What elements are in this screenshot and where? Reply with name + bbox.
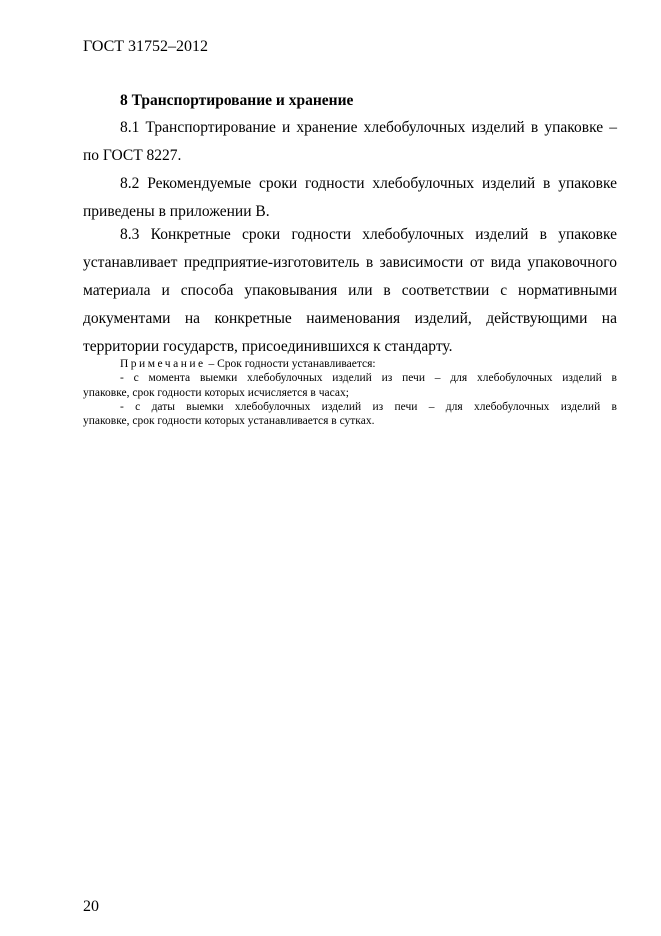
text-line: устанавливает предприятие-изготовитель в зависимости от вида упаковочного bbox=[83, 254, 617, 271]
section-title: 8 Транспортирование и хранение bbox=[120, 92, 354, 109]
note-line: упаковке, срок годности которых устанавливается в сутках. bbox=[83, 415, 375, 428]
note-line: - с момента выемки хлебобулочных изделий из печи – для хлебобулочных изделий в bbox=[120, 372, 617, 385]
note-block bbox=[83, 357, 617, 428]
text-line: 8.1 Транспортирование и хранение хлебобулочных изделий в упаковке – bbox=[120, 119, 617, 136]
paragraph-8-1 bbox=[83, 118, 617, 174]
text-line: документами на конкретные наименования изделий, действующими на bbox=[83, 310, 617, 327]
text-line: 8.2 Рекомендуемые сроки годности хлебобулочных изделий в упаковке bbox=[120, 175, 617, 192]
paragraph-8-3 bbox=[83, 225, 617, 365]
document-header: ГОСТ 31752–2012 bbox=[83, 38, 209, 55]
note-line: упаковке, срок годности которых исчисляется в часах; bbox=[83, 386, 349, 399]
text-line: 8.3 Конкретные сроки годности хлебобулочных изделий в упаковке bbox=[120, 226, 617, 243]
text-line: территории государств, присоединившихся к стандарту. bbox=[83, 338, 453, 355]
text-line: приведены в приложении В. bbox=[83, 203, 270, 220]
text-line: материала и способа упаковывания или в соответствии с нормативными bbox=[83, 282, 617, 299]
note-intro-line bbox=[83, 357, 617, 371]
note-intro: – Срок годности устанавливается: bbox=[205, 358, 376, 370]
text-line: по ГОСТ 8227. bbox=[83, 147, 182, 164]
note-line: - с даты выемки хлебобулочных изделий из печи – для хлебобулочных изделий в bbox=[120, 400, 617, 413]
note-label: Примечание bbox=[120, 358, 206, 370]
paragraph-8-2 bbox=[83, 174, 617, 230]
page-number: 20 bbox=[83, 898, 99, 915]
